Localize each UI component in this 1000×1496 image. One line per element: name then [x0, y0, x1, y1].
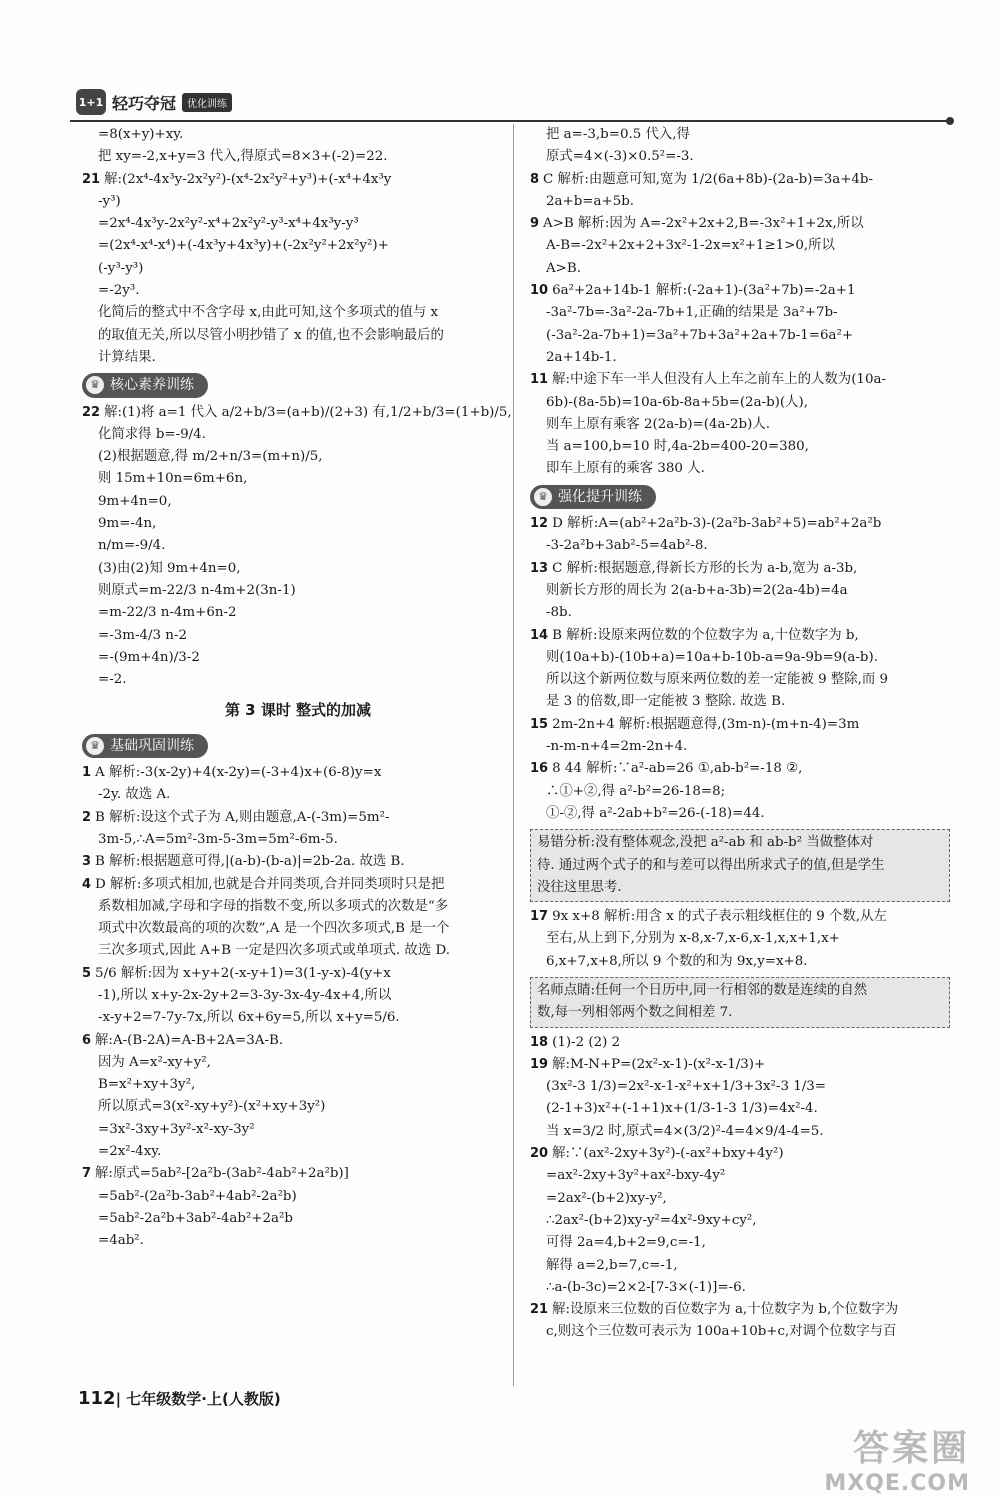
watermark-url: MXQE.COM — [824, 1471, 970, 1496]
question-text: B 解析:根据题意可得,|(a-b)-(b-a)|=2b-2a. 故选 B. — [95, 854, 405, 870]
question-number: 11 — [530, 372, 549, 388]
question-number: 22 — [82, 404, 101, 420]
question-line — [82, 851, 514, 873]
text-line: 9m=-4n, — [98, 516, 157, 532]
question-line — [530, 1032, 950, 1054]
text-line: =-3m-4/3 n-2 — [98, 627, 187, 643]
note-line: 名师点睛:任何一个日历中,同一行相邻的数是连续的自然 — [537, 982, 868, 998]
section-heading-text: 强化提升训练 — [558, 488, 642, 505]
text-line: A-B=-2x²+2x+2+3x²-1-2x=x²+1≥1>0,所以 — [546, 238, 835, 254]
text-line: 三次多项式,因此 A+B 一定是四次多项式或单项式. 故选 D. — [98, 943, 450, 959]
text-line: 则原式=m-22/3 n-4m+2(3n-1) — [98, 582, 296, 598]
text-line: =ax²-2xy+3y²+ax²-bxy-4y² — [546, 1168, 726, 1184]
crown-icon: ♛ — [86, 376, 104, 394]
text-line: ∴a-(b-3c)=2×2-[7-3×(-1)]=-6. — [546, 1279, 746, 1295]
text-line: 系数相加减,字母和字母的指数不变,所以多项式的次数是“多 — [98, 898, 449, 914]
question-number: 7 — [82, 1166, 92, 1182]
question-number: 12 — [530, 516, 549, 532]
question-number: 15 — [530, 716, 549, 732]
text-line: 把 a=-3,b=0.5 代入,得 — [546, 127, 690, 142]
text-line: (3)由(2)知 9m+4n=0, — [98, 560, 241, 576]
question-line — [530, 1299, 950, 1321]
question-number: 10 — [530, 283, 549, 299]
question-line — [82, 874, 514, 896]
text-line: B=x²+xy+3y², — [98, 1077, 196, 1093]
question-text: 9x x+8 解析:用含 x 的式子表示粗线框住的 9 个数,从左 — [552, 909, 887, 925]
text-line: 所以原式=3(x²-xy+y²)-(x²+xy+3y²) — [98, 1099, 326, 1115]
question-line — [82, 1030, 514, 1052]
question-number: 20 — [530, 1146, 549, 1162]
text-line: 化简求得 b=-9/4. — [98, 426, 206, 442]
question-text: 8 44 解析:∵a²-ab=26 ①,ab-b²=-18 ②, — [552, 761, 803, 777]
question-number: 16 — [530, 761, 549, 777]
text-line: (2-1+3)x²+(-1+1)x+(1/3-1-3 1/3)=4x²-4. — [546, 1101, 818, 1117]
text-line: 至右,从上到下,分别为 x-8,x-7,x-6,x-1,x,x+1,x+ — [546, 931, 840, 947]
question-line — [530, 714, 950, 736]
watermark — [824, 1420, 970, 1496]
question-text: 解:设原来三位数的百位数字为 a,十位数字为 b,个位数字为 — [552, 1302, 899, 1318]
question-text: 解:(2x⁴-4x³y-2x²y²)-(x⁴-2x²y²+y³)+(-x⁴+4x³y — [104, 171, 392, 187]
text-line: 把 xy=-2,x+y=3 代入,得原式=8×3+(-2)=22. — [98, 149, 388, 165]
question-number: 21 — [82, 171, 101, 187]
question-line — [530, 906, 950, 928]
text-line: -3a²-7b=-3a²-2a-7b+1,正确的结果是 3a²+7b- — [546, 305, 838, 321]
question-line — [530, 625, 950, 647]
question-text: 解:∵(ax²-2xy+3y²)-(-ax²+bxy+4y²) — [552, 1146, 784, 1162]
text-line: =-2. — [98, 672, 127, 688]
book-title: 七年级数学·上(人教版) — [126, 1390, 281, 1408]
text-line: =2x⁴-4x³y-2x²y²-x⁴+2x²y²-y³-x⁴+4x³y-y³ — [98, 216, 359, 232]
question-number: 9 — [530, 216, 540, 232]
note-line: 易错分析:没有整体观念,没把 a²-ab 和 ab-b² 当做整体对 — [537, 835, 874, 851]
lesson-title: 第 3 课时 整式的加减 — [224, 701, 372, 720]
question-text: 解:A-(B-2A)=A-B+2A=3A-B. — [95, 1032, 284, 1048]
text-line: =2ax²-(b+2)xy-y², — [546, 1190, 667, 1206]
text-line: 项式中次数最高的项的次数”,A 是一个四次多项式,B 是一个 — [98, 921, 450, 937]
page-header — [70, 86, 950, 122]
question-line — [530, 213, 950, 235]
note-box — [530, 829, 950, 902]
question-line — [530, 1054, 950, 1076]
crown-icon: ♛ — [86, 737, 104, 755]
text-line: ①-②,得 a²-2ab+b²=26-(-18)=44. — [546, 805, 765, 821]
question-text: 解:中途下车一半人但没有人上车之前车上的人数为(10a- — [552, 372, 886, 388]
page-number: 112 — [78, 1388, 116, 1409]
text-line: 计算结果. — [98, 349, 156, 365]
question-number: 2 — [82, 809, 92, 825]
question-line — [82, 1163, 514, 1185]
text-line: A>B. — [546, 260, 581, 276]
text-line: =5ab²-2a²b+3ab²-4ab²+2a²b — [98, 1210, 293, 1226]
text-line: 当 x=3/2 时,原式=4×(3/2)²-4=4×9/4-4=5. — [546, 1123, 824, 1139]
question-line — [530, 513, 950, 535]
question-text: 2m-2n+4 解析:根据题意得,(3m-n)-(m+n-4)=3m — [552, 716, 860, 732]
section-heading-text: 核心素养训练 — [110, 377, 194, 394]
watermark-text: 答案圈 — [852, 1428, 970, 1469]
crown-icon: ♛ — [534, 488, 552, 506]
question-line — [82, 402, 514, 424]
logo — [76, 88, 232, 116]
text-line: 9m+4n=0, — [98, 493, 172, 509]
text-line: 即车上原有的乘客 380 人. — [546, 461, 705, 477]
question-number: 13 — [530, 560, 549, 576]
question-text: 解:原式=5ab²-[2a²b-(3ab²-4ab²+2a²b)] — [95, 1166, 349, 1182]
text-line: c,则这个三位数可表示为 100a+10b+c,对调个位数字与百 — [546, 1324, 897, 1340]
question-text: 5/6 解析:因为 x+y+2(-x-y+1)=3(1-y-x)-4(y+x — [95, 965, 391, 981]
text-line: (-3a²-2a-7b+1)=3a²+7b+3a²+2a+7b-1=6a²+ — [546, 327, 854, 343]
text-line: =4ab². — [98, 1233, 144, 1249]
question-text: 6a²+2a+14b-1 解析:(-2a+1)-(3a²+7b)=-2a+1 — [552, 283, 856, 299]
text-line: =3x²-3xy+3y²-x²-xy-3y² — [98, 1121, 255, 1137]
text-line: =2x²-4xy. — [98, 1144, 162, 1160]
text-line: =8(x+y)+xy. — [98, 127, 184, 142]
page-footer: 112| 七年级数学·上(人教版) — [78, 1388, 281, 1409]
text-line: ∴①+②,得 a²-b²=26-18=8; — [546, 783, 726, 799]
question-line — [82, 807, 514, 829]
question-line — [530, 169, 950, 191]
section-heading — [530, 485, 656, 509]
text-line: 则新长方形的周长为 2(a-b+a-3b)=2(2a-4b)=4a — [546, 582, 848, 598]
question-number: 8 — [530, 171, 540, 187]
header-badge: 优化训练 — [182, 93, 232, 112]
text-line: 3m-5,∴A=5m²-3m-5-3m=5m²-6m-5. — [98, 831, 338, 847]
question-text: A 解析:-3(x-2y)+4(x-2y)=(-3+4)x+(6-8)y=x — [95, 765, 382, 781]
text-line: 则 15m+10n=6m+6n, — [98, 471, 248, 487]
text-line: 是 3 的倍数,即一定能被 3 整除. 故选 B. — [546, 694, 786, 710]
text-line: -n-m-n+4=2m-2n+4. — [546, 739, 688, 755]
text-line: 可得 2a=4,b+2=9,c=-1, — [546, 1235, 706, 1251]
note-line: 没往这里思考. — [537, 879, 622, 895]
question-text: C 解析:由题意可知,宽为 1/2(6a+8b)-(2a-b)=3a+4b- — [543, 171, 874, 187]
question-number: 5 — [82, 965, 92, 981]
text-line: =m-22/3 n-4m+6n-2 — [98, 605, 237, 621]
question-number: 14 — [530, 627, 549, 643]
note-line: 待. 通过两个式子的和与差可以得出所求式子的值,但是学生 — [537, 857, 885, 873]
text-line: -3-2a²b+3ab²-5=4ab²-8. — [546, 538, 708, 554]
left-column — [82, 124, 514, 1253]
text-line: (3x²-3 1/3)=2x²-x-1-x²+x+1/3+3x²-3 1/3= — [546, 1079, 827, 1095]
text-line: 原式=4×(-3)×0.5²=-3. — [546, 149, 694, 165]
text-line: -y³) — [98, 193, 121, 209]
question-text: B 解析:设原来两位数的个位数字为 a,十位数字为 b, — [552, 627, 859, 643]
question-line — [530, 1143, 950, 1165]
question-number: 1 — [82, 765, 92, 781]
section-heading-text: 基础巩固训练 — [110, 737, 194, 754]
section-heading — [82, 373, 208, 397]
logo-text: 轻巧夺冠 — [112, 93, 177, 113]
text-line: 2a+14b-1. — [546, 349, 617, 365]
text-line: =5ab²-(2a²b-3ab²+4ab²-2a²b) — [98, 1188, 297, 1204]
question-text: B 解析:设这个式子为 A,则由题意,A-(-3m)=5m²- — [95, 809, 390, 825]
question-text: 解:(1)将 a=1 代入 a/2+b/3=(a+b)/(2+3) 有,1/2+b/3=(1+b)/5, — [104, 404, 512, 420]
question-text: 解:M-N+P=(2x²-x-1)-(x²-x-1/3)+ — [552, 1056, 766, 1072]
question-number: 19 — [530, 1056, 549, 1072]
text-line: 当 a=100,b=10 时,4a-2b=400-20=380, — [546, 439, 809, 455]
text-line: 则车上原有乘客 2(2a-b)=(4a-2b)人. — [546, 416, 770, 432]
question-number: 6 — [82, 1032, 92, 1048]
text-line: 因为 A=x²-xy+y², — [98, 1054, 211, 1070]
logo-icon: 1+1 — [76, 89, 106, 115]
question-line — [82, 762, 514, 784]
question-text: A>B 解析:因为 A=-2x²+2x+2,B=-3x²+1+2x,所以 — [543, 216, 864, 232]
text-line: 2a+b=a+5b. — [546, 193, 635, 209]
question-line — [82, 169, 514, 191]
text-line: 化简后的整式中不含字母 x,由此可知,这个多项式的值与 x — [98, 305, 439, 321]
note-box — [530, 977, 950, 1028]
question-text: (1)-2 (2) 2 — [552, 1034, 621, 1050]
text-line: 6b)-(8a-5b)=10a-6b-8a+5b=(2a-b)(人), — [546, 394, 808, 410]
text-line: =(2x⁴-x⁴-x⁴)+(-4x³y+4x³y)+(-2x²y²+2x²y²)+ — [98, 238, 389, 254]
text-line: 解得 a=2,b=7,c=-1, — [546, 1257, 678, 1273]
question-line — [530, 758, 950, 780]
text-line: 则(10a+b)-(10b+a)=10a+b-10b-a=9a-9b=9(a-b). — [546, 649, 878, 665]
question-text: C 解析:根据题意,得新长方形的长为 a-b,宽为 a-3b, — [552, 560, 858, 576]
text-line: =-2y³. — [98, 283, 140, 299]
question-text: D 解析:A=(ab²+2a²b-3)-(2a²b-3ab²+5)=ab²+2a²b — [552, 516, 882, 532]
right-column — [530, 124, 950, 1344]
question-text: D 解析:多项式相加,也就是合并同类项,合并同类项时只是把 — [95, 876, 445, 892]
question-line — [530, 558, 950, 580]
text-line: =-(9m+4n)/3-2 — [98, 649, 200, 665]
text-line: ∴2ax²-(b+2)xy-y²=4x²-9xy+cy², — [546, 1212, 757, 1228]
note-line: 数,每一列相邻两个数之间相差 7. — [537, 1005, 733, 1021]
question-line — [530, 369, 950, 391]
text-line: 的取值无关,所以尽管小明抄错了 x 的值,也不会影响最后的 — [98, 327, 444, 343]
question-line — [82, 963, 514, 985]
question-number: 21 — [530, 1302, 549, 1318]
text-line: n/m=-9/4. — [98, 538, 166, 554]
question-number: 18 — [530, 1034, 549, 1050]
question-line — [530, 280, 950, 302]
text-line: -1),所以 x+y-2x-2y+2=3-3y-3x-4y-4x+4,所以 — [98, 987, 392, 1003]
text-line: 6,x+7,x+8,所以 9 个数的和为 9x,y=x+8. — [546, 953, 808, 969]
text-line: -2y. 故选 A. — [98, 787, 171, 803]
section-heading — [82, 734, 208, 758]
question-number: 17 — [530, 909, 549, 925]
text-line: -8b. — [546, 605, 572, 621]
text-line: 所以这个新两位数与原来两位数的差一定能被 9 整除,而 9 — [546, 672, 889, 688]
question-number: 3 — [82, 854, 92, 870]
text-line: -x-y+2=7-7y-7x,所以 6x+6y=5,所以 x+y=5/6. — [98, 1010, 400, 1026]
text-line: (-y³-y³) — [98, 260, 144, 276]
text-line: (2)根据题意,得 m/2+n/3=(m+n)/5, — [98, 449, 323, 465]
question-number: 4 — [82, 876, 92, 892]
